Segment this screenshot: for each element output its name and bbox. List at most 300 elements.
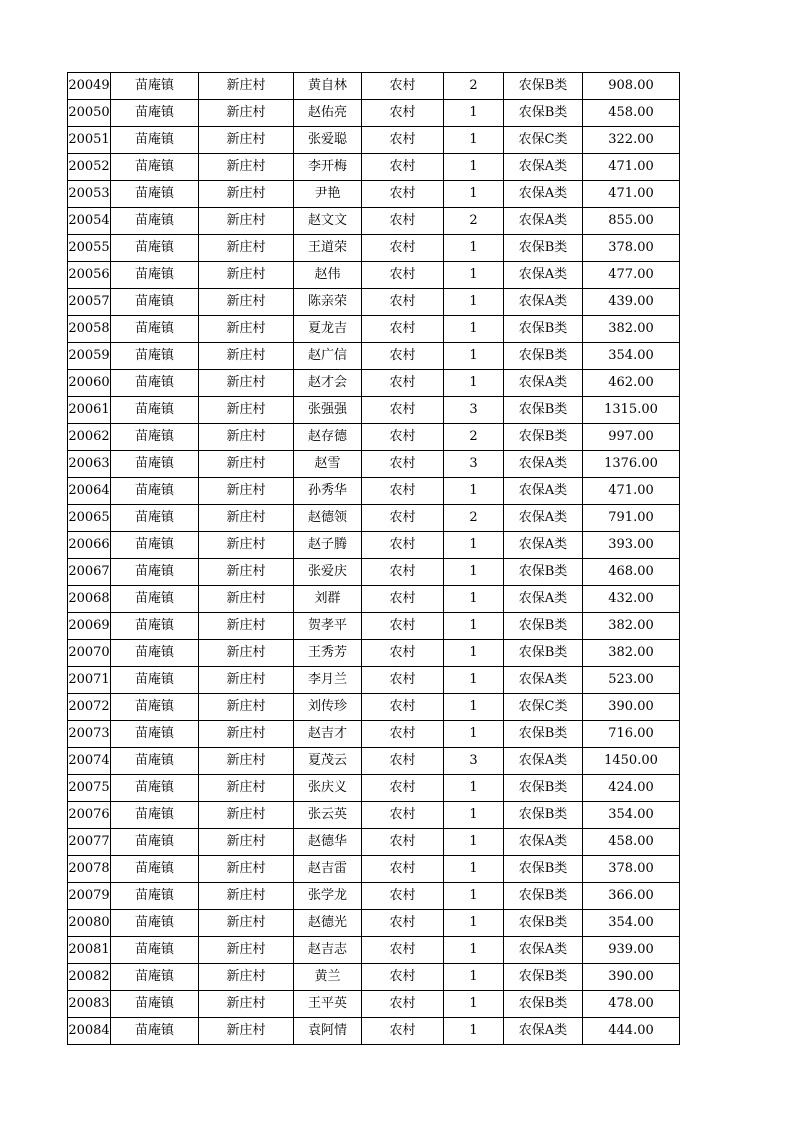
record-id-cell: 20081 bbox=[68, 937, 111, 964]
town-cell: 苗庵镇 bbox=[111, 640, 199, 667]
person-name-cell: 李月兰 bbox=[294, 667, 362, 694]
village-cell: 新庄村 bbox=[199, 883, 294, 910]
insurance-category-cell: 农保A类 bbox=[504, 478, 583, 505]
member-count-cell: 1 bbox=[444, 154, 504, 181]
table-row bbox=[68, 721, 680, 748]
table-row bbox=[68, 235, 680, 262]
member-count-cell: 1 bbox=[444, 964, 504, 991]
town-cell: 苗庵镇 bbox=[111, 262, 199, 289]
record-id-cell: 20074 bbox=[68, 748, 111, 775]
amount-cell: 354.00 bbox=[583, 910, 680, 937]
insurance-category-cell: 农保A类 bbox=[504, 829, 583, 856]
household-type-cell: 农村 bbox=[362, 829, 444, 856]
insurance-category-cell: 农保B类 bbox=[504, 964, 583, 991]
member-count-cell: 1 bbox=[444, 640, 504, 667]
member-count-cell: 3 bbox=[444, 748, 504, 775]
amount-cell: 523.00 bbox=[583, 667, 680, 694]
person-name-cell: 张学龙 bbox=[294, 883, 362, 910]
insurance-category-cell: 农保B类 bbox=[504, 883, 583, 910]
amount-cell: 471.00 bbox=[583, 181, 680, 208]
village-cell: 新庄村 bbox=[199, 964, 294, 991]
household-type-cell: 农村 bbox=[362, 208, 444, 235]
table-row bbox=[68, 154, 680, 181]
amount-cell: 378.00 bbox=[583, 856, 680, 883]
member-count-cell: 1 bbox=[444, 532, 504, 559]
village-cell: 新庄村 bbox=[199, 478, 294, 505]
household-type-cell: 农村 bbox=[362, 910, 444, 937]
household-type-cell: 农村 bbox=[362, 640, 444, 667]
household-type-cell: 农村 bbox=[362, 802, 444, 829]
table-row bbox=[68, 937, 680, 964]
insurance-category-cell: 农保B类 bbox=[504, 613, 583, 640]
member-count-cell: 1 bbox=[444, 883, 504, 910]
person-name-cell: 赵文文 bbox=[294, 208, 362, 235]
member-count-cell: 1 bbox=[444, 694, 504, 721]
person-name-cell: 张强强 bbox=[294, 397, 362, 424]
person-name-cell: 赵德华 bbox=[294, 829, 362, 856]
household-type-cell: 农村 bbox=[362, 370, 444, 397]
town-cell: 苗庵镇 bbox=[111, 532, 199, 559]
insurance-category-cell: 农保A类 bbox=[504, 532, 583, 559]
insurance-category-cell: 农保B类 bbox=[504, 991, 583, 1018]
member-count-cell: 2 bbox=[444, 505, 504, 532]
household-type-cell: 农村 bbox=[362, 856, 444, 883]
town-cell: 苗庵镇 bbox=[111, 235, 199, 262]
member-count-cell: 1 bbox=[444, 802, 504, 829]
member-count-cell: 1 bbox=[444, 370, 504, 397]
table-row bbox=[68, 667, 680, 694]
record-id-cell: 20072 bbox=[68, 694, 111, 721]
household-type-cell: 农村 bbox=[362, 73, 444, 100]
village-cell: 新庄村 bbox=[199, 613, 294, 640]
household-type-cell: 农村 bbox=[362, 235, 444, 262]
member-count-cell: 2 bbox=[444, 424, 504, 451]
record-id-cell: 20060 bbox=[68, 370, 111, 397]
town-cell: 苗庵镇 bbox=[111, 127, 199, 154]
insurance-category-cell: 农保A类 bbox=[504, 181, 583, 208]
insurance-category-cell: 农保B类 bbox=[504, 721, 583, 748]
record-id-cell: 20068 bbox=[68, 586, 111, 613]
town-cell: 苗庵镇 bbox=[111, 937, 199, 964]
town-cell: 苗庵镇 bbox=[111, 667, 199, 694]
member-count-cell: 2 bbox=[444, 208, 504, 235]
member-count-cell: 1 bbox=[444, 235, 504, 262]
insurance-category-cell: 农保A类 bbox=[504, 262, 583, 289]
table-row bbox=[68, 802, 680, 829]
village-cell: 新庄村 bbox=[199, 532, 294, 559]
person-name-cell: 夏龙吉 bbox=[294, 316, 362, 343]
record-id-cell: 20073 bbox=[68, 721, 111, 748]
household-type-cell: 农村 bbox=[362, 559, 444, 586]
village-cell: 新庄村 bbox=[199, 208, 294, 235]
town-cell: 苗庵镇 bbox=[111, 100, 199, 127]
amount-cell: 432.00 bbox=[583, 586, 680, 613]
village-cell: 新庄村 bbox=[199, 235, 294, 262]
member-count-cell: 1 bbox=[444, 937, 504, 964]
village-cell: 新庄村 bbox=[199, 829, 294, 856]
table-row bbox=[68, 748, 680, 775]
village-cell: 新庄村 bbox=[199, 424, 294, 451]
town-cell: 苗庵镇 bbox=[111, 829, 199, 856]
town-cell: 苗庵镇 bbox=[111, 73, 199, 100]
village-cell: 新庄村 bbox=[199, 1018, 294, 1045]
household-type-cell: 农村 bbox=[362, 424, 444, 451]
amount-cell: 477.00 bbox=[583, 262, 680, 289]
household-type-cell: 农村 bbox=[362, 883, 444, 910]
town-cell: 苗庵镇 bbox=[111, 343, 199, 370]
insurance-category-cell: 农保B类 bbox=[504, 100, 583, 127]
amount-cell: 444.00 bbox=[583, 1018, 680, 1045]
insurance-category-cell: 农保A类 bbox=[504, 748, 583, 775]
person-name-cell: 赵广信 bbox=[294, 343, 362, 370]
record-id-cell: 20070 bbox=[68, 640, 111, 667]
town-cell: 苗庵镇 bbox=[111, 964, 199, 991]
person-name-cell: 张云英 bbox=[294, 802, 362, 829]
village-cell: 新庄村 bbox=[199, 586, 294, 613]
person-name-cell: 王道荣 bbox=[294, 235, 362, 262]
insurance-category-cell: 农保B类 bbox=[504, 397, 583, 424]
table-row bbox=[68, 532, 680, 559]
insurance-category-cell: 农保A类 bbox=[504, 208, 583, 235]
person-name-cell: 孙秀华 bbox=[294, 478, 362, 505]
village-cell: 新庄村 bbox=[199, 505, 294, 532]
village-cell: 新庄村 bbox=[199, 559, 294, 586]
record-id-cell: 20078 bbox=[68, 856, 111, 883]
village-cell: 新庄村 bbox=[199, 397, 294, 424]
person-name-cell: 赵德领 bbox=[294, 505, 362, 532]
person-name-cell: 张爱庆 bbox=[294, 559, 362, 586]
amount-cell: 997.00 bbox=[583, 424, 680, 451]
amount-cell: 468.00 bbox=[583, 559, 680, 586]
table-row bbox=[68, 343, 680, 370]
amount-cell: 462.00 bbox=[583, 370, 680, 397]
table-row bbox=[68, 910, 680, 937]
insurance-category-cell: 农保B类 bbox=[504, 802, 583, 829]
amount-cell: 390.00 bbox=[583, 694, 680, 721]
amount-cell: 366.00 bbox=[583, 883, 680, 910]
amount-cell: 354.00 bbox=[583, 802, 680, 829]
insurance-category-cell: 农保A类 bbox=[504, 289, 583, 316]
village-cell: 新庄村 bbox=[199, 316, 294, 343]
table-row bbox=[68, 775, 680, 802]
table-row bbox=[68, 127, 680, 154]
amount-cell: 471.00 bbox=[583, 478, 680, 505]
household-type-cell: 农村 bbox=[362, 937, 444, 964]
member-count-cell: 1 bbox=[444, 1018, 504, 1045]
insurance-category-cell: 农保B类 bbox=[504, 73, 583, 100]
record-id-cell: 20065 bbox=[68, 505, 111, 532]
person-name-cell: 陈亲荣 bbox=[294, 289, 362, 316]
insurance-category-cell: 农保A类 bbox=[504, 586, 583, 613]
town-cell: 苗庵镇 bbox=[111, 802, 199, 829]
person-name-cell: 刘群 bbox=[294, 586, 362, 613]
member-count-cell: 1 bbox=[444, 613, 504, 640]
town-cell: 苗庵镇 bbox=[111, 613, 199, 640]
town-cell: 苗庵镇 bbox=[111, 856, 199, 883]
amount-cell: 908.00 bbox=[583, 73, 680, 100]
record-id-cell: 20076 bbox=[68, 802, 111, 829]
amount-cell: 393.00 bbox=[583, 532, 680, 559]
household-type-cell: 农村 bbox=[362, 316, 444, 343]
person-name-cell: 尹艳 bbox=[294, 181, 362, 208]
village-cell: 新庄村 bbox=[199, 910, 294, 937]
member-count-cell: 1 bbox=[444, 991, 504, 1018]
member-count-cell: 1 bbox=[444, 856, 504, 883]
member-count-cell: 1 bbox=[444, 478, 504, 505]
household-type-cell: 农村 bbox=[362, 127, 444, 154]
person-name-cell: 赵存德 bbox=[294, 424, 362, 451]
amount-cell: 382.00 bbox=[583, 316, 680, 343]
member-count-cell: 1 bbox=[444, 910, 504, 937]
person-name-cell: 张爱聪 bbox=[294, 127, 362, 154]
town-cell: 苗庵镇 bbox=[111, 505, 199, 532]
town-cell: 苗庵镇 bbox=[111, 424, 199, 451]
village-cell: 新庄村 bbox=[199, 343, 294, 370]
table-row bbox=[68, 451, 680, 478]
insurance-category-cell: 农保B类 bbox=[504, 640, 583, 667]
insurance-category-cell: 农保B类 bbox=[504, 343, 583, 370]
household-type-cell: 农村 bbox=[362, 775, 444, 802]
village-cell: 新庄村 bbox=[199, 154, 294, 181]
member-count-cell: 1 bbox=[444, 262, 504, 289]
table-row bbox=[68, 370, 680, 397]
village-cell: 新庄村 bbox=[199, 748, 294, 775]
village-cell: 新庄村 bbox=[199, 289, 294, 316]
person-name-cell: 袁阿情 bbox=[294, 1018, 362, 1045]
table-row bbox=[68, 883, 680, 910]
household-type-cell: 农村 bbox=[362, 694, 444, 721]
amount-cell: 322.00 bbox=[583, 127, 680, 154]
town-cell: 苗庵镇 bbox=[111, 1018, 199, 1045]
record-id-cell: 20056 bbox=[68, 262, 111, 289]
amount-cell: 716.00 bbox=[583, 721, 680, 748]
household-type-cell: 农村 bbox=[362, 748, 444, 775]
record-id-cell: 20054 bbox=[68, 208, 111, 235]
record-id-cell: 20051 bbox=[68, 127, 111, 154]
record-id-cell: 20077 bbox=[68, 829, 111, 856]
household-type-cell: 农村 bbox=[362, 613, 444, 640]
village-cell: 新庄村 bbox=[199, 73, 294, 100]
town-cell: 苗庵镇 bbox=[111, 289, 199, 316]
member-count-cell: 1 bbox=[444, 775, 504, 802]
record-id-cell: 20069 bbox=[68, 613, 111, 640]
village-cell: 新庄村 bbox=[199, 694, 294, 721]
member-count-cell: 1 bbox=[444, 829, 504, 856]
record-id-cell: 20052 bbox=[68, 154, 111, 181]
town-cell: 苗庵镇 bbox=[111, 910, 199, 937]
town-cell: 苗庵镇 bbox=[111, 883, 199, 910]
insurance-category-cell: 农保A类 bbox=[504, 451, 583, 478]
table-row bbox=[68, 262, 680, 289]
record-id-cell: 20058 bbox=[68, 316, 111, 343]
person-name-cell: 赵吉志 bbox=[294, 937, 362, 964]
household-type-cell: 农村 bbox=[362, 721, 444, 748]
village-cell: 新庄村 bbox=[199, 451, 294, 478]
insurance-category-cell: 农保C类 bbox=[504, 694, 583, 721]
table-row bbox=[68, 181, 680, 208]
amount-cell: 424.00 bbox=[583, 775, 680, 802]
record-id-cell: 20064 bbox=[68, 478, 111, 505]
household-type-cell: 农村 bbox=[362, 100, 444, 127]
amount-cell: 939.00 bbox=[583, 937, 680, 964]
record-id-cell: 20083 bbox=[68, 991, 111, 1018]
household-type-cell: 农村 bbox=[362, 1018, 444, 1045]
record-id-cell: 20062 bbox=[68, 424, 111, 451]
amount-cell: 382.00 bbox=[583, 640, 680, 667]
town-cell: 苗庵镇 bbox=[111, 154, 199, 181]
member-count-cell: 1 bbox=[444, 343, 504, 370]
village-cell: 新庄村 bbox=[199, 640, 294, 667]
amount-cell: 390.00 bbox=[583, 964, 680, 991]
member-count-cell: 1 bbox=[444, 289, 504, 316]
town-cell: 苗庵镇 bbox=[111, 181, 199, 208]
household-type-cell: 农村 bbox=[362, 289, 444, 316]
table-row bbox=[68, 73, 680, 100]
member-count-cell: 3 bbox=[444, 397, 504, 424]
table-row bbox=[68, 613, 680, 640]
household-type-cell: 农村 bbox=[362, 181, 444, 208]
person-name-cell: 赵雪 bbox=[294, 451, 362, 478]
record-id-cell: 20059 bbox=[68, 343, 111, 370]
person-name-cell: 贺孝平 bbox=[294, 613, 362, 640]
town-cell: 苗庵镇 bbox=[111, 316, 199, 343]
table-row bbox=[68, 397, 680, 424]
person-name-cell: 王平英 bbox=[294, 991, 362, 1018]
table-row bbox=[68, 586, 680, 613]
amount-cell: 458.00 bbox=[583, 100, 680, 127]
record-id-cell: 20084 bbox=[68, 1018, 111, 1045]
record-id-cell: 20067 bbox=[68, 559, 111, 586]
town-cell: 苗庵镇 bbox=[111, 694, 199, 721]
person-name-cell: 李开梅 bbox=[294, 154, 362, 181]
village-cell: 新庄村 bbox=[199, 991, 294, 1018]
amount-cell: 1315.00 bbox=[583, 397, 680, 424]
insurance-category-cell: 农保A类 bbox=[504, 1018, 583, 1045]
person-name-cell: 夏茂云 bbox=[294, 748, 362, 775]
record-id-cell: 20055 bbox=[68, 235, 111, 262]
insurance-category-cell: 农保B类 bbox=[504, 856, 583, 883]
member-count-cell: 3 bbox=[444, 451, 504, 478]
town-cell: 苗庵镇 bbox=[111, 586, 199, 613]
person-name-cell: 赵吉才 bbox=[294, 721, 362, 748]
insurance-category-cell: 农保B类 bbox=[504, 775, 583, 802]
village-cell: 新庄村 bbox=[199, 127, 294, 154]
town-cell: 苗庵镇 bbox=[111, 991, 199, 1018]
record-id-cell: 20080 bbox=[68, 910, 111, 937]
household-type-cell: 农村 bbox=[362, 532, 444, 559]
amount-cell: 439.00 bbox=[583, 289, 680, 316]
member-count-cell: 1 bbox=[444, 316, 504, 343]
amount-cell: 791.00 bbox=[583, 505, 680, 532]
town-cell: 苗庵镇 bbox=[111, 370, 199, 397]
insurance-category-cell: 农保B类 bbox=[504, 235, 583, 262]
insurance-category-cell: 农保A类 bbox=[504, 154, 583, 181]
person-name-cell: 黄自林 bbox=[294, 73, 362, 100]
table-row bbox=[68, 316, 680, 343]
table-row bbox=[68, 100, 680, 127]
village-cell: 新庄村 bbox=[199, 181, 294, 208]
record-id-cell: 20079 bbox=[68, 883, 111, 910]
member-count-cell: 1 bbox=[444, 559, 504, 586]
household-type-cell: 农村 bbox=[362, 505, 444, 532]
household-type-cell: 农村 bbox=[362, 451, 444, 478]
insurance-category-cell: 农保B类 bbox=[504, 910, 583, 937]
member-count-cell: 1 bbox=[444, 667, 504, 694]
record-id-cell: 20061 bbox=[68, 397, 111, 424]
record-id-cell: 20082 bbox=[68, 964, 111, 991]
record-id-cell: 20071 bbox=[68, 667, 111, 694]
record-id-cell: 20075 bbox=[68, 775, 111, 802]
table-row bbox=[68, 856, 680, 883]
insurance-category-cell: 农保C类 bbox=[504, 127, 583, 154]
insurance-category-cell: 农保A类 bbox=[504, 667, 583, 694]
person-name-cell: 刘传珍 bbox=[294, 694, 362, 721]
record-id-cell: 20053 bbox=[68, 181, 111, 208]
member-count-cell: 1 bbox=[444, 721, 504, 748]
member-count-cell: 1 bbox=[444, 181, 504, 208]
amount-cell: 855.00 bbox=[583, 208, 680, 235]
household-type-cell: 农村 bbox=[362, 991, 444, 1018]
insurance-category-cell: 农保A类 bbox=[504, 937, 583, 964]
amount-cell: 1376.00 bbox=[583, 451, 680, 478]
amount-cell: 458.00 bbox=[583, 829, 680, 856]
table-row bbox=[68, 829, 680, 856]
person-name-cell: 王秀芳 bbox=[294, 640, 362, 667]
town-cell: 苗庵镇 bbox=[111, 451, 199, 478]
town-cell: 苗庵镇 bbox=[111, 559, 199, 586]
record-id-cell: 20049 bbox=[68, 73, 111, 100]
table-row bbox=[68, 289, 680, 316]
village-cell: 新庄村 bbox=[199, 856, 294, 883]
table-row bbox=[68, 1018, 680, 1045]
table-row bbox=[68, 208, 680, 235]
amount-cell: 1450.00 bbox=[583, 748, 680, 775]
record-id-cell: 20063 bbox=[68, 451, 111, 478]
village-cell: 新庄村 bbox=[199, 721, 294, 748]
person-name-cell: 赵才会 bbox=[294, 370, 362, 397]
table-row bbox=[68, 991, 680, 1018]
town-cell: 苗庵镇 bbox=[111, 748, 199, 775]
benefit-table bbox=[67, 72, 680, 1045]
household-type-cell: 农村 bbox=[362, 154, 444, 181]
person-name-cell: 张庆义 bbox=[294, 775, 362, 802]
household-type-cell: 农村 bbox=[362, 343, 444, 370]
household-type-cell: 农村 bbox=[362, 262, 444, 289]
household-type-cell: 农村 bbox=[362, 478, 444, 505]
table-row bbox=[68, 694, 680, 721]
household-type-cell: 农村 bbox=[362, 397, 444, 424]
insurance-category-cell: 农保A类 bbox=[504, 505, 583, 532]
member-count-cell: 2 bbox=[444, 73, 504, 100]
table-row bbox=[68, 478, 680, 505]
person-name-cell: 黄兰 bbox=[294, 964, 362, 991]
amount-cell: 354.00 bbox=[583, 343, 680, 370]
record-id-cell: 20057 bbox=[68, 289, 111, 316]
table-row bbox=[68, 640, 680, 667]
person-name-cell: 赵子腾 bbox=[294, 532, 362, 559]
amount-cell: 478.00 bbox=[583, 991, 680, 1018]
insurance-category-cell: 农保A类 bbox=[504, 370, 583, 397]
household-type-cell: 农村 bbox=[362, 667, 444, 694]
town-cell: 苗庵镇 bbox=[111, 397, 199, 424]
person-name-cell: 赵吉雷 bbox=[294, 856, 362, 883]
table-row bbox=[68, 559, 680, 586]
household-type-cell: 农村 bbox=[362, 586, 444, 613]
village-cell: 新庄村 bbox=[199, 100, 294, 127]
member-count-cell: 1 bbox=[444, 586, 504, 613]
village-cell: 新庄村 bbox=[199, 937, 294, 964]
town-cell: 苗庵镇 bbox=[111, 721, 199, 748]
